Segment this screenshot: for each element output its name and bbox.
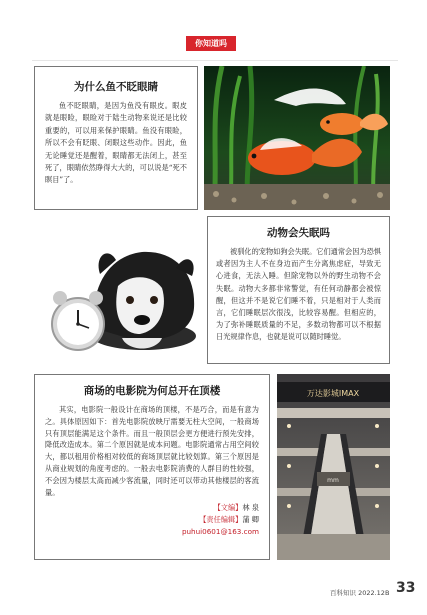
editor-name: 蒲 卿 <box>242 515 259 525</box>
editor-label: 【责任编辑】 <box>199 515 243 525</box>
writer-name: 林 泉 <box>242 503 259 513</box>
top-rule <box>32 60 398 61</box>
fish-title: 为什么鱼不眨眼睛 <box>74 81 158 93</box>
fish-body: 鱼不眨眼睛，是因为鱼没有眼皮。眼皮就是眼睑，眼睑对于陆生动物来说还是比较重要的，可以用来保护眼睛。鱼没有眼睑，所以不会有眨眼、闭眼这些动作。因此，鱼无论睡觉还是醒着，眼睛都无法闭上，甚至死了，眼睛依然睁得大大的，可以说是“死不瞑目”了。 <box>45 101 187 185</box>
dog-title: 动物会失眠吗 <box>267 227 330 239</box>
writer-label: 【文编】 <box>213 503 243 513</box>
mall-image <box>277 374 390 560</box>
dog-clock-image <box>34 216 202 364</box>
cinema-body: 其实，电影院一般设计在商场的顶楼，不是巧合，而是有意为之。具体原因如下：首先电影院放映厅需要无柱大空间，一般商场只有顶层能满足这个条件。而且一般顶层会更方便进行预先安排，降低改造成本。第二个原因就是成本问题。电影院通常占用空间较大，都以租用价格相对较低的商场顶层就比较划算。第三个原因是从商业规划的角度考虑的。一般去电影院消费的人群目的性较强，不会因为楼层太高而减少客流量，同时还可以带动其他楼层的客流量。 <box>45 405 259 497</box>
section-tag: 你知道吗 <box>186 36 236 51</box>
editor-line <box>45 514 259 526</box>
dog-body: 被驯化的宠物如狗会失眠。它们通常会因为恐惧或者因为主人不在身边而产生分离焦虑症，导致无心进食，无法入睡。但除宠物以外的野生动物不会失眠。动物大多都非常警觉，有任何动静都会被惊醒，但这并不是说它们睡不着，只是相对于人类而言，它们睡眠层次很浅，比较容易醒。但相应的，为了弥补睡眠质量的不足，多数动物都可以不根据日光规律作息，也就是说可以随时睡觉。 <box>216 247 381 342</box>
credits <box>45 502 259 538</box>
magazine-issue: 百科知识 2022.12B <box>330 589 390 597</box>
goldfish-image <box>204 66 390 210</box>
dog-article <box>207 216 390 364</box>
page-number: 33 <box>396 580 416 596</box>
editor-email: puhui0601@163.com <box>181 527 259 537</box>
mall-sign: 万达影城IMAX <box>306 389 360 398</box>
cinema-article <box>34 374 270 560</box>
cinema-title: 商场的电影院为何总开在顶楼 <box>83 385 221 397</box>
svg-text:mm: mm <box>327 477 339 484</box>
fish-article <box>34 66 198 210</box>
writer-line <box>45 502 259 514</box>
